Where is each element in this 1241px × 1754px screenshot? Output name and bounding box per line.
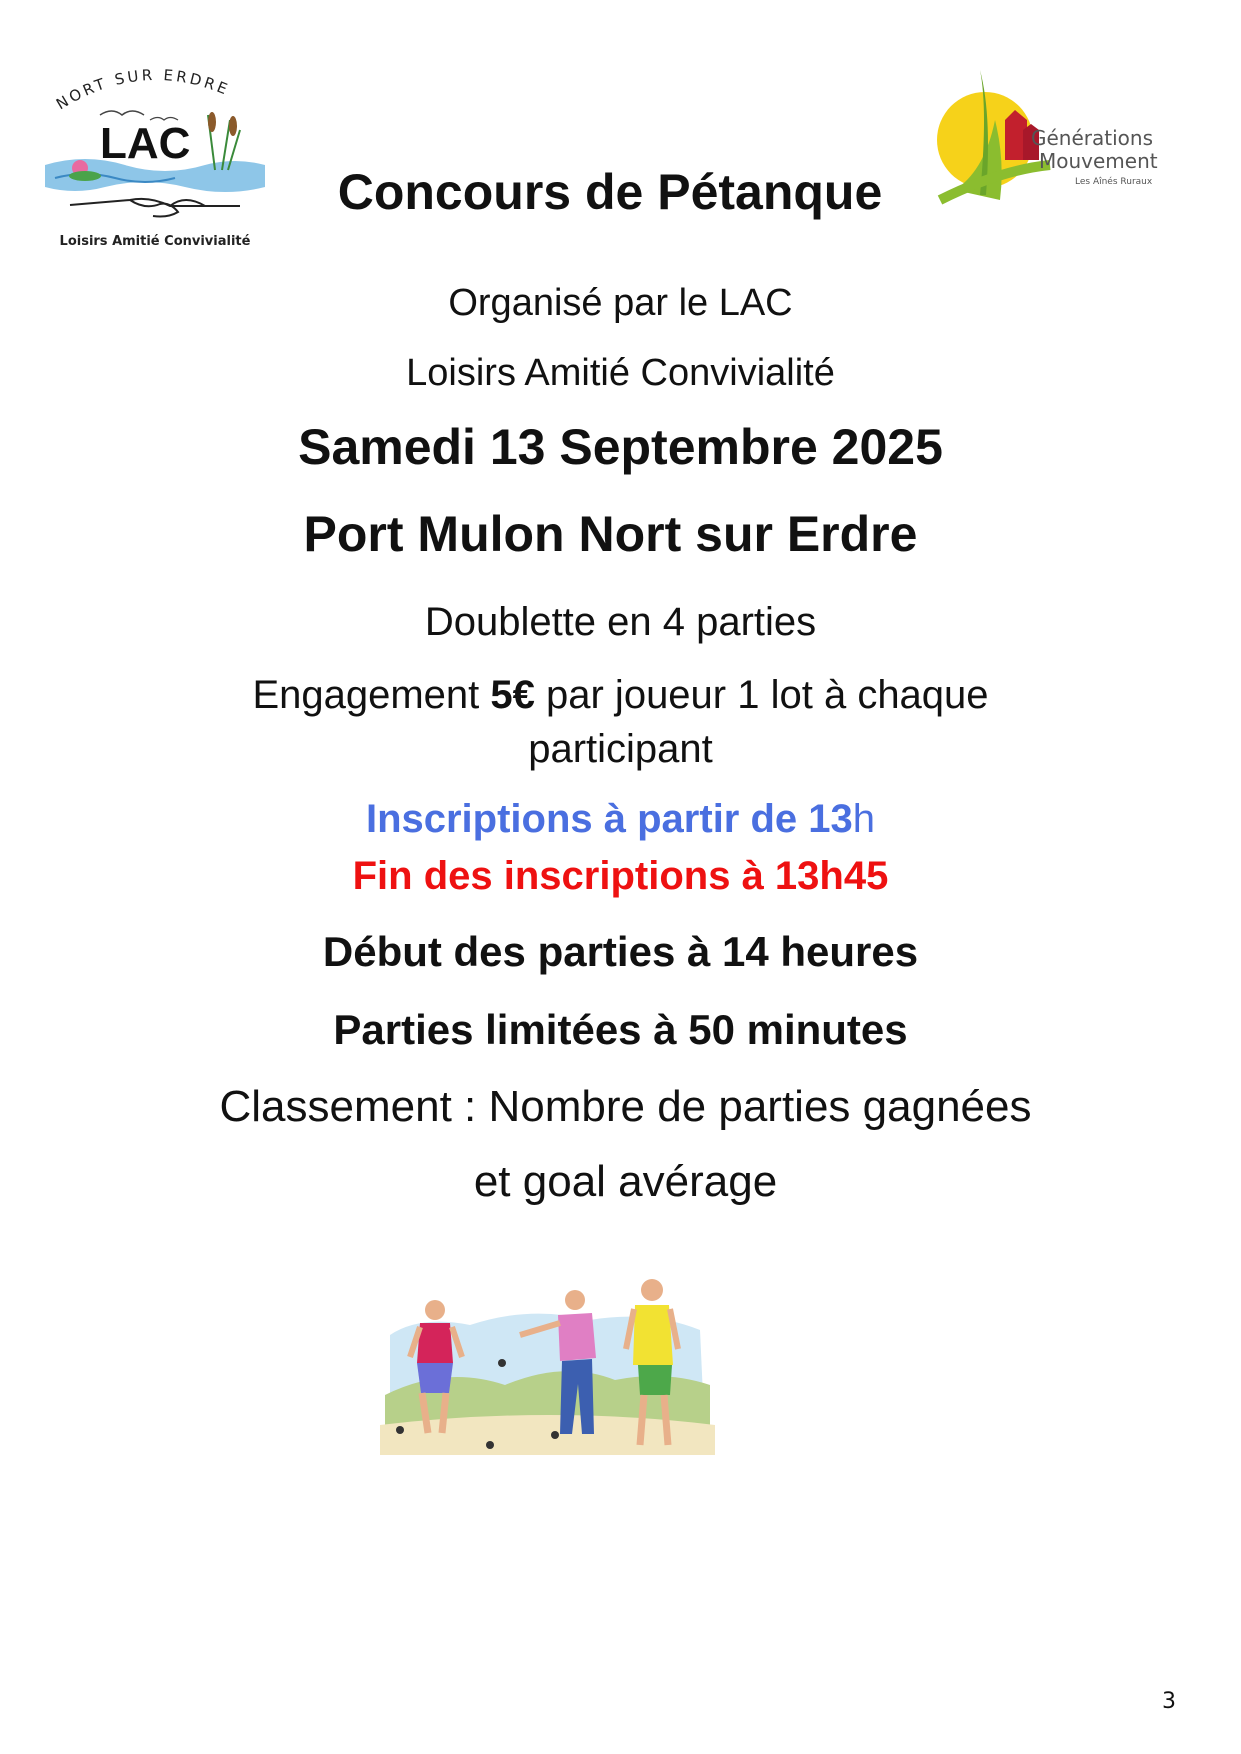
ranking-line-2: et goal avérage [473, 1157, 778, 1206]
entry-fee-after: par joueur 1 lot à chaque [534, 673, 989, 717]
registration-end: Fin des inscriptions à 13h45 [352, 854, 889, 898]
registration-start-normal: h [852, 797, 876, 841]
event-format: Doublette en 4 parties [424, 600, 817, 644]
organizer-line-1: Organisé par le LAC [448, 282, 793, 324]
gm-line2: Mouvement [1039, 149, 1158, 173]
gm-tagline: Les Aînés Ruraux [1075, 177, 1153, 187]
start-time: Début des parties à 14 heures [322, 928, 919, 975]
page-number: 3 [1162, 1689, 1176, 1714]
lac-tagline: Loisirs Amitié Convivialité [59, 234, 251, 249]
entry-fee [0, 673, 1241, 718]
lac-name: LAC [100, 119, 191, 168]
gm-line1: Générations [1031, 126, 1153, 150]
page-title: Concours de Pétanque [337, 164, 883, 220]
svg-text:NORT SUR ERDRE [53, 66, 233, 113]
organizer-line-2: Loisirs Amitié Convivialité [406, 352, 835, 394]
ranking-line-1: Classement : Nombre de parties gagnées [219, 1082, 1032, 1131]
event-date: Samedi 13 Septembre 2025 [298, 419, 943, 475]
lac-arc-text: NORT SUR ERDRE [52, 65, 233, 114]
entry-fee-before: Engagement [252, 673, 491, 717]
entry-fee-amount: 5€ [490, 673, 535, 717]
registration-start-bold: Inscriptions à partir de 13 [365, 797, 853, 841]
time-limit: Parties limitées à 50 minutes [333, 1006, 908, 1053]
petanque-players-illustration [380, 1275, 720, 1465]
registration-start [0, 797, 1241, 842]
event-location: Port Mulon Nort sur Erdre [303, 506, 918, 562]
entry-fee-line-2: participant [528, 727, 713, 771]
